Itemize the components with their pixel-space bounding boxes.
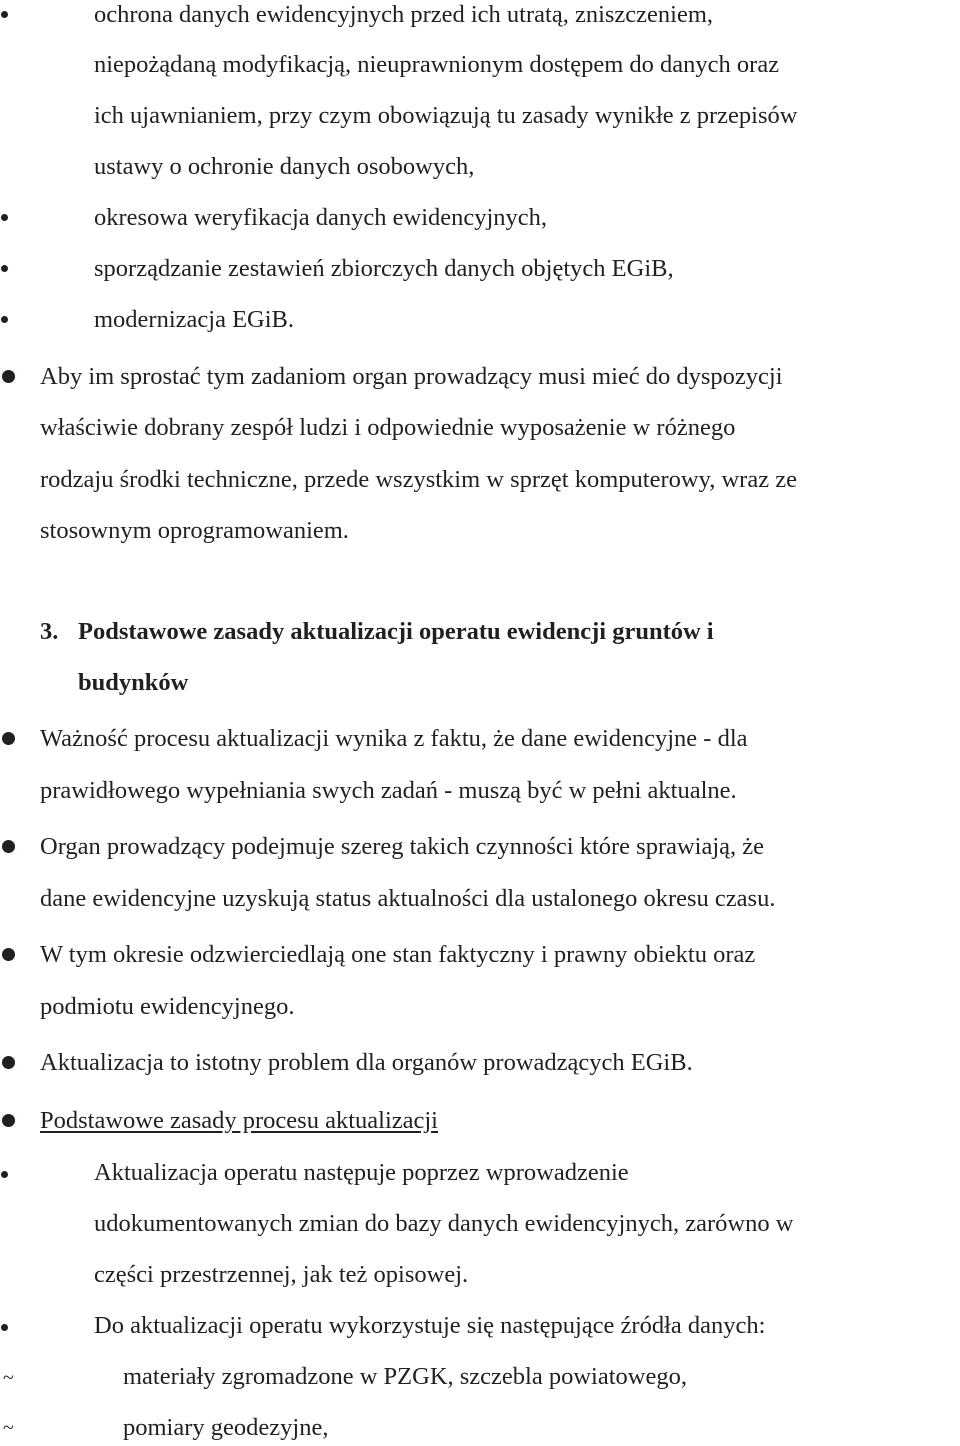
text-line: okresowa weryfikacja danych ewidencyjnych, xyxy=(94,204,548,231)
section-title: Podstawowe zasady aktualizacji operatu ewidencji gruntów i xyxy=(78,618,714,645)
bullet-icon xyxy=(1,265,8,272)
text-line: W tym okresie odzwierciedlają one stan faktyczny i prawny obiektu oraz xyxy=(40,941,756,968)
text-line: ich ujawnianiem, przy czym obowiązują tu zasady wynikłe z przepisów xyxy=(94,102,798,129)
bullet-icon xyxy=(2,948,15,961)
bullet-icon xyxy=(1,1324,8,1331)
text-line: Aktualizacja operatu następuje poprzez wprowadzenie xyxy=(94,1159,629,1186)
text-line: części przestrzennej, jak też opisowej. xyxy=(94,1261,469,1288)
text-line: modernizacja EGiB. xyxy=(94,306,295,333)
text-line: podmiotu ewidencyjnego. xyxy=(40,993,295,1020)
text-line: sporządzanie zestawień zbiorczych danych objętych EGiB, xyxy=(94,255,674,282)
text-line: udokumentowanych zmian do bazy danych ewidencyjnych, zarówno w xyxy=(94,1210,794,1237)
text-line: Aktualizacja to istotny problem dla organów prowadzących EGiB. xyxy=(40,1049,693,1076)
text-line: Aby im sprostać tym zadaniom organ prowadzący musi mieć do dyspozycji xyxy=(40,363,783,390)
text-line: materiały zgromadzone w PZGK, szczebla powiatowego, xyxy=(123,1363,687,1390)
text-line: pomiary geodezyjne, xyxy=(123,1414,329,1441)
bullet-icon xyxy=(2,370,15,383)
text-line: ochrona danych ewidencyjnych przed ich utratą, zniszczeniem, xyxy=(94,1,714,28)
section-number: 3. xyxy=(40,618,59,645)
text-line: niepożądaną modyfikacją, nieuprawnionym dostępem do danych oraz xyxy=(94,51,780,78)
bullet-icon xyxy=(1,316,8,323)
bullet-icon xyxy=(1,1171,8,1178)
tilde-bullet-icon: ~ xyxy=(3,1417,14,1439)
text-line: dane ewidencyjne uzyskują status aktualności dla ustalonego okresu czasu. xyxy=(40,885,776,912)
bullet-icon xyxy=(1,214,8,221)
bullet-icon xyxy=(1,11,8,18)
text-line: Ważność procesu aktualizacji wynika z faktu, że dane ewidencyjne - dla xyxy=(40,725,748,752)
subsection-heading: Podstawowe zasady procesu aktualizacji xyxy=(40,1107,438,1134)
bullet-icon xyxy=(2,732,15,745)
text-line: rodzaju środki techniczne, przede wszystkim w sprzęt komputerowy, wraz ze xyxy=(40,466,797,493)
bullet-icon xyxy=(2,1056,15,1069)
tilde-bullet-icon: ~ xyxy=(3,1367,14,1389)
text-line: ustawy o ochronie danych osobowych, xyxy=(94,153,475,180)
text-line: właściwie dobrany zespół ludzi i odpowiednie wyposażenie w różnego xyxy=(40,414,736,441)
bullet-icon xyxy=(2,840,15,853)
bullet-icon xyxy=(2,1114,15,1127)
text-line: stosownym oprogramowaniem. xyxy=(40,517,349,544)
text-line: Do aktualizacji operatu wykorzystuje się następujące źródła danych: xyxy=(94,1312,766,1339)
section-title-continued: budynków xyxy=(78,669,189,696)
text-line: prawidłowego wypełniania swych zadań - muszą być w pełni aktualne. xyxy=(40,777,737,804)
text-line: Organ prowadzący podejmuje szereg takich czynności które sprawiają, że xyxy=(40,833,765,860)
